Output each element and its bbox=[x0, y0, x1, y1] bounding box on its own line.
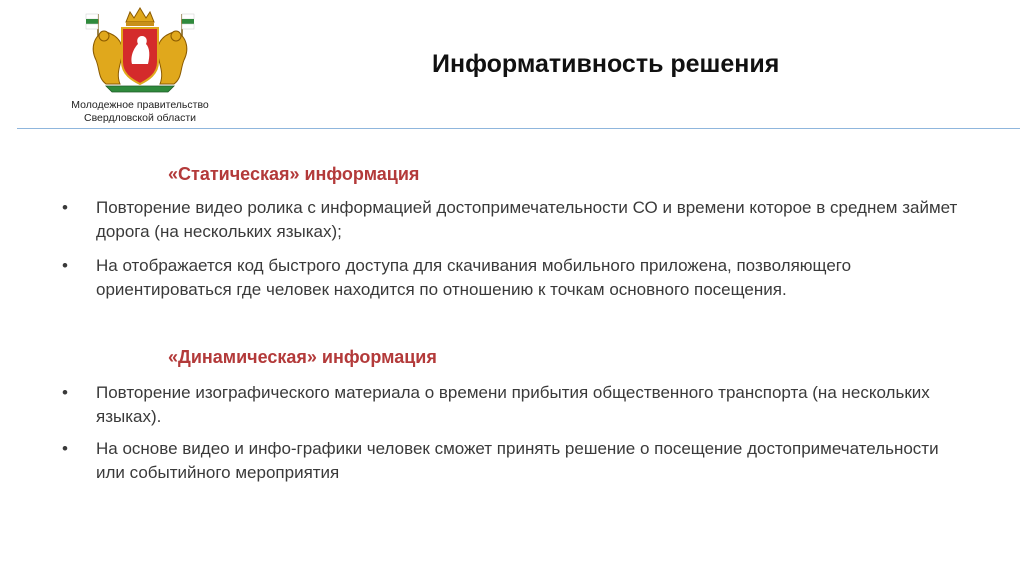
static-info-heading: «Статическая» информация bbox=[168, 164, 420, 184]
list-item bbox=[62, 196, 972, 244]
ribbon bbox=[106, 86, 174, 92]
list-item bbox=[62, 381, 972, 429]
org-name-line2: Свердловской области bbox=[83, 112, 196, 124]
crown bbox=[126, 8, 154, 26]
org-name-line1: Молодежное правительство bbox=[71, 99, 209, 111]
list-item-text: На отображается код быстрого доступа для скачивания мобильного приложена, позволяющего ориентироваться где человек находится по отношению к точкам основного посещения. bbox=[96, 256, 852, 299]
bullet-marker: • bbox=[62, 198, 68, 217]
list-item bbox=[62, 437, 972, 485]
dynamic-info-heading: «Динамическая» информация bbox=[168, 347, 437, 367]
bullet-marker: • bbox=[62, 383, 68, 402]
list-item-text: На основе видео и инфо-графики человек сможет принять решение о посещение достопримечательности или событийного мероприятия bbox=[96, 439, 939, 482]
list-item-text: Повторение видео ролика с информацией достопримечательности СО и времени которое в среднем займет дорога (на нескольких языках); bbox=[96, 198, 958, 241]
page-title: Информативность решения bbox=[432, 50, 780, 78]
list-item-text: Повторение изографического материала о времени прибытия общественного транспорта (на нескольких языках). bbox=[96, 383, 930, 426]
header-divider bbox=[17, 128, 1020, 129]
bullet-marker: • bbox=[62, 256, 68, 275]
organization-name bbox=[40, 99, 240, 125]
coat-of-arms-icon bbox=[76, 4, 204, 96]
list-item bbox=[62, 254, 972, 302]
bullet-marker: • bbox=[62, 439, 68, 458]
